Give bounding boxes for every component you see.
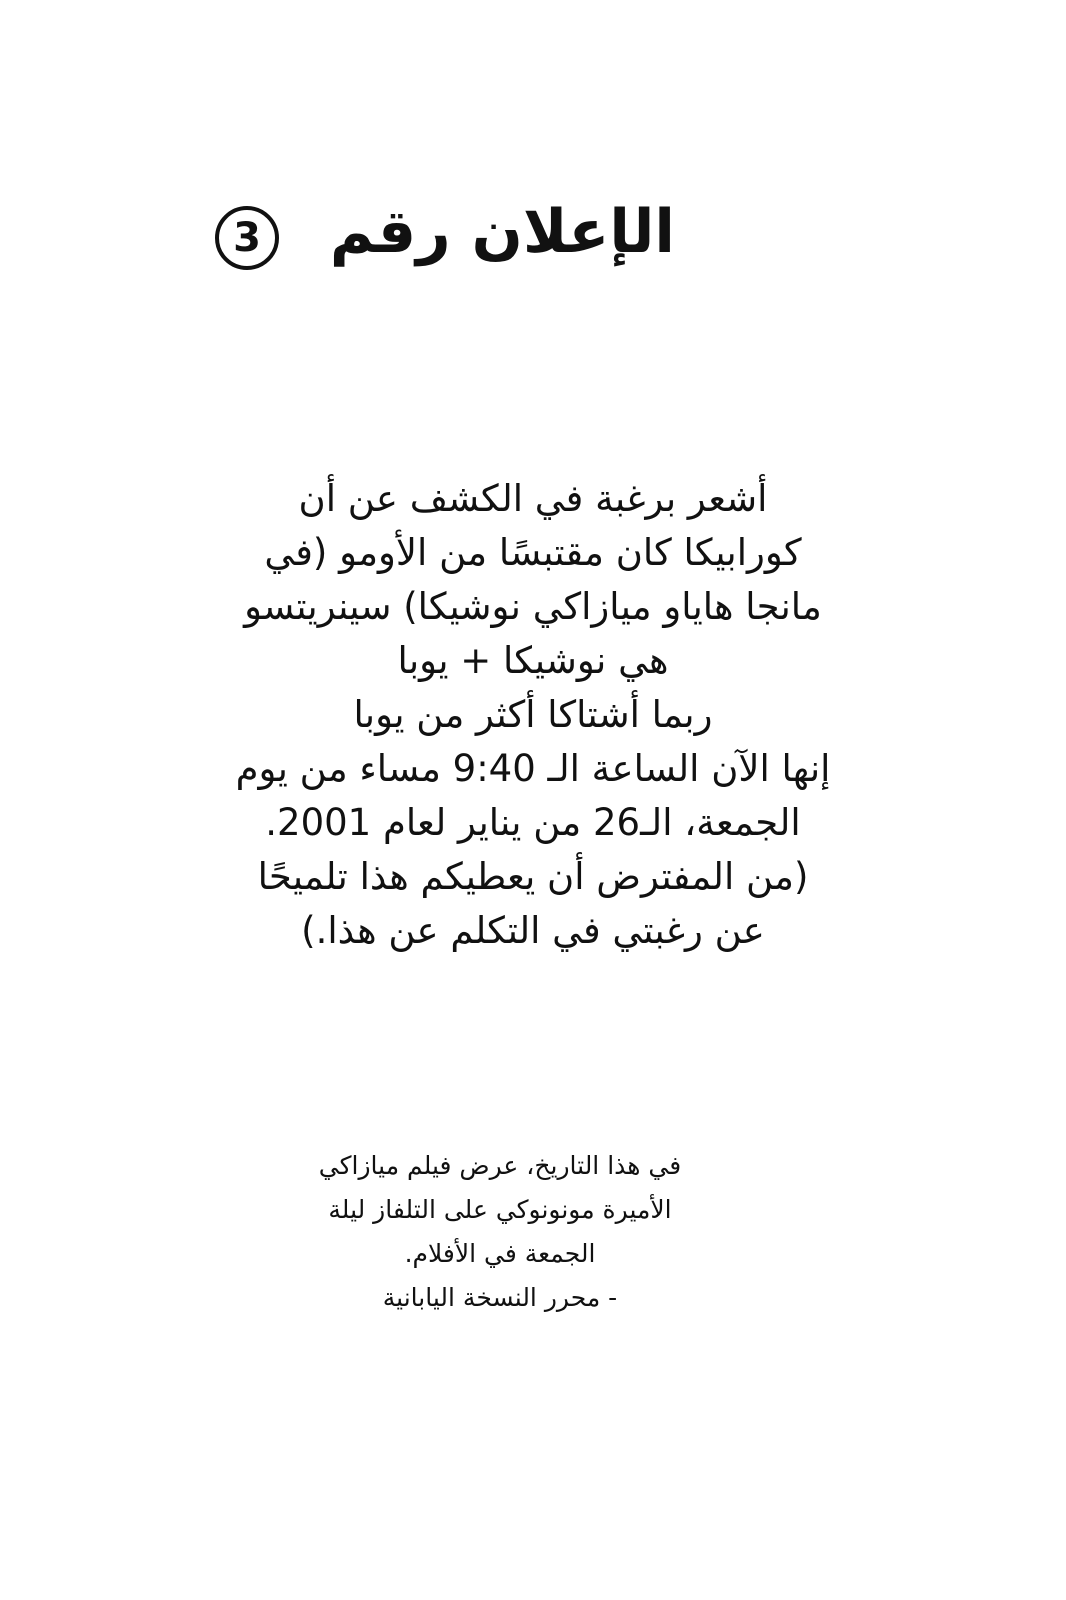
editor-footnote-line: في هذا التاريخ، عرض فيلم ميازاكي <box>318 1151 682 1180</box>
announcement-heading <box>205 196 675 286</box>
editor-footnote <box>260 1144 740 1320</box>
announcement-title: الإعلان رقم <box>329 197 675 267</box>
editor-footnote-line: الجمعة في الأفلام. <box>404 1239 596 1268</box>
author-note <box>150 472 916 958</box>
author-note-line: كورابيكا كان مقتبسًا من الأومو (في <box>264 531 802 574</box>
author-note-line: مانجا هاياو ميازاكي نوشيكا) سينريتسو <box>244 585 822 628</box>
author-note-line: الجمعة، الـ26 من يناير لعام 2001. <box>265 801 801 844</box>
announcement-number-badge: 3 <box>215 206 279 270</box>
editor-footnote-line: الأميرة مونونوكي على التلفاز ليلة <box>328 1195 672 1224</box>
author-note-line: هي نوشيكا + يوبا <box>397 639 669 682</box>
author-note-line: ربما أشتاكا أكثر من يوبا <box>353 693 713 736</box>
author-note-line: أشعر برغبة في الكشف عن أن <box>298 477 768 520</box>
editor-footnote-signature: - محرر النسخة اليابانية <box>382 1283 618 1312</box>
author-note-line: إنها الآن الساعة الـ 9:40 مساء من يوم <box>235 747 831 790</box>
author-note-line: عن رغبتي في التكلم عن هذا.) <box>301 909 765 952</box>
author-note-line: (من المفترض أن يعطيكم هذا تلميحًا <box>257 855 809 898</box>
